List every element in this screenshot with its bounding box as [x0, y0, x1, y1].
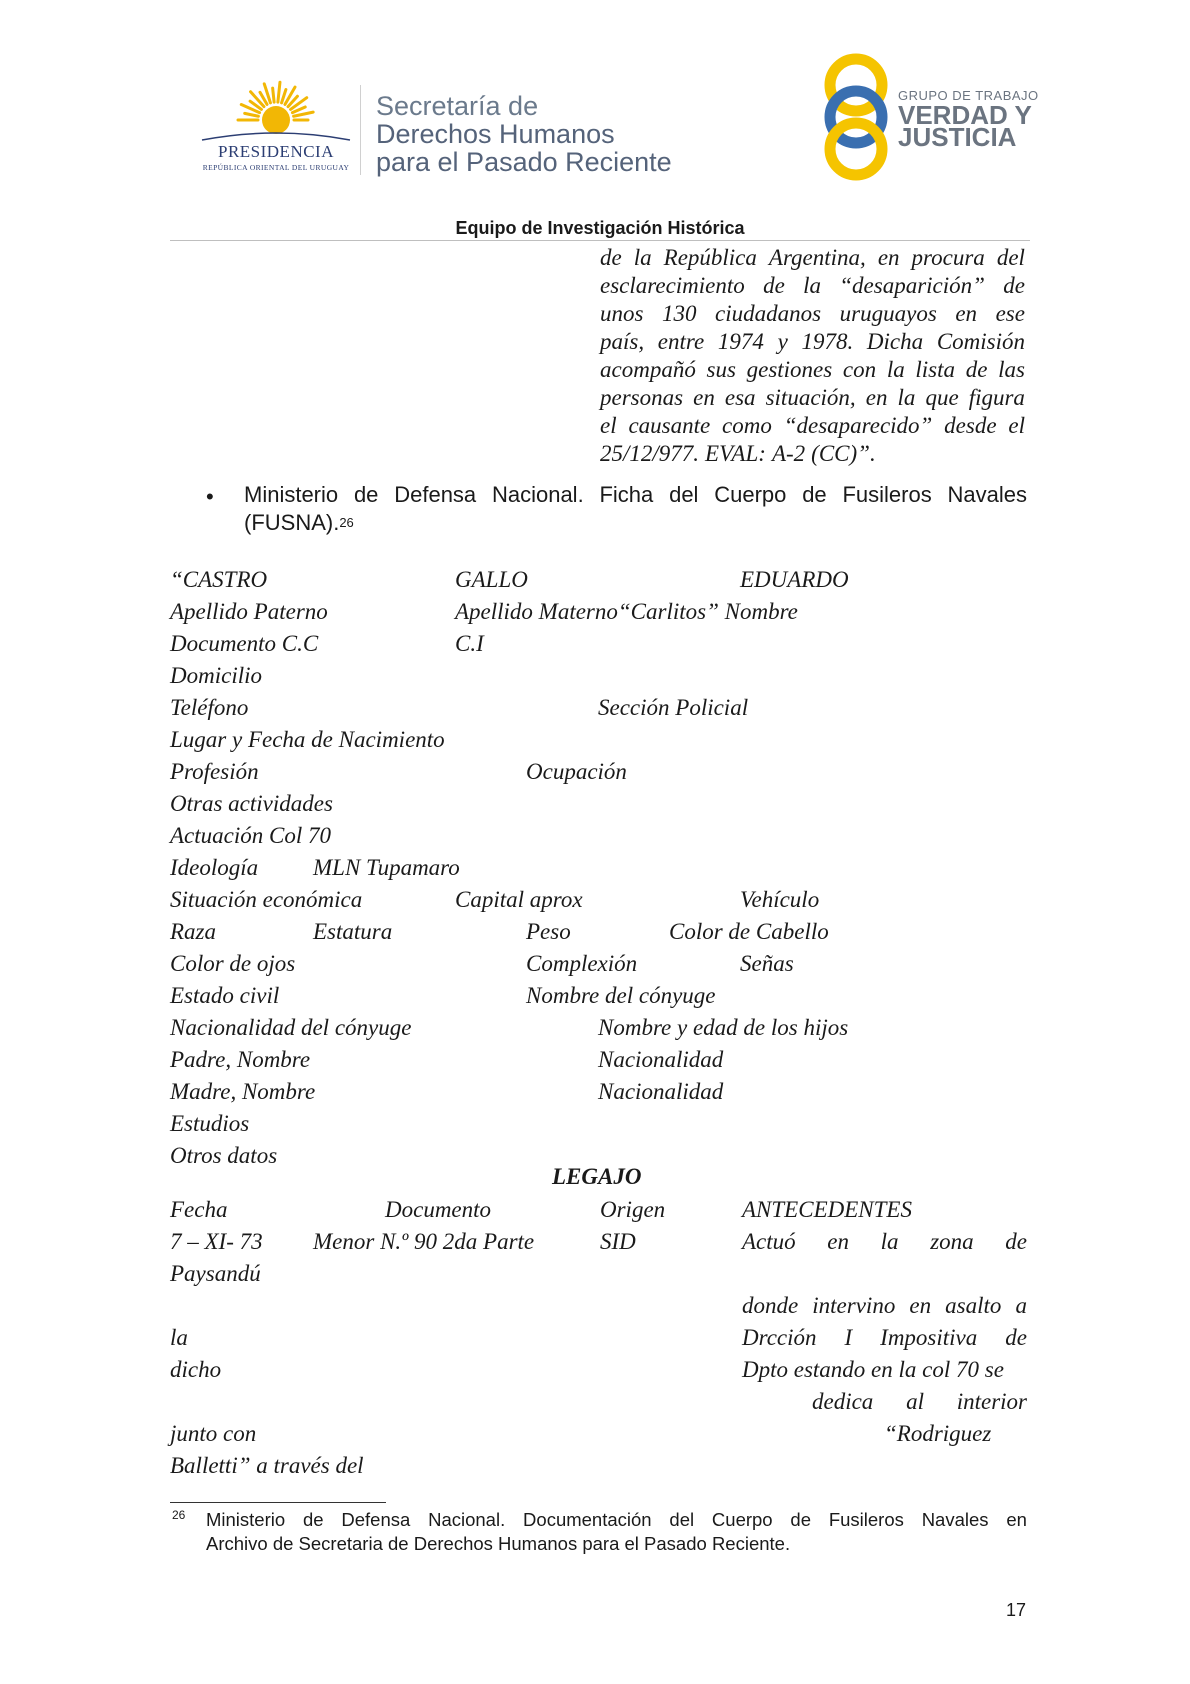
- footnote-line-2: Archivo de Secretaria de Derechos Humanos para el Pasado Reciente.: [206, 1533, 791, 1554]
- ficha-field: EDUARDO: [740, 567, 849, 592]
- quote-line: [600, 440, 1025, 468]
- page-number: 17: [1006, 1600, 1027, 1620]
- quote-word: en: [865, 385, 888, 410]
- grupo-trabajo-label: GRUPO DE TRABAJO: [898, 88, 1039, 103]
- ficha-field: Vehículo: [740, 887, 820, 912]
- quote-word: la: [803, 273, 821, 298]
- quote-word: gestiones: [746, 357, 833, 382]
- antecedentes-word: Actuó: [742, 1229, 796, 1254]
- ficha-field: Lugar y Fecha de Nacimiento: [170, 727, 445, 752]
- antecedentes-line-2: [742, 1292, 1027, 1320]
- antecedentes-word: Drcción: [742, 1325, 817, 1350]
- sun-ray: [245, 113, 259, 116]
- quote-word: la: [633, 245, 652, 270]
- sun-ray: [282, 90, 286, 103]
- bullet-word: Fusileros: [842, 482, 932, 507]
- quote-word: de: [600, 245, 622, 270]
- ficha-field: Complexión: [526, 951, 638, 976]
- antecedentes-word: de: [1005, 1229, 1027, 1254]
- bullet-word: Navales: [947, 482, 1027, 507]
- quote-word: procura: [911, 245, 985, 270]
- ficha-field: Otras actividades: [170, 791, 333, 816]
- ficha-field: Madre, Nombre: [170, 1079, 316, 1104]
- footnote-word: Nacional.: [428, 1509, 506, 1530]
- ficha-field: Raza: [170, 919, 216, 944]
- ficha-field: Otros datos: [170, 1143, 278, 1168]
- quote-word: que: [925, 385, 959, 410]
- legajo-left-1: Paysandú: [170, 1261, 261, 1286]
- antecedentes-word: en: [827, 1229, 850, 1254]
- ficha-field: Documento C.C: [170, 631, 319, 656]
- ficha-field: GALLO: [455, 567, 528, 592]
- quote-line: [600, 356, 1025, 384]
- ficha-field: Ideología: [170, 855, 259, 880]
- antecedentes-word: a: [1015, 1293, 1027, 1318]
- bullet-line-1: [244, 481, 1027, 509]
- quote-word: 1978.: [801, 329, 854, 354]
- ficha-field: Estatura: [313, 919, 393, 944]
- quote-word: y: [777, 329, 788, 354]
- footnote-word: Fusileros: [828, 1509, 904, 1530]
- quote-word: 25/12/977.: [600, 441, 700, 466]
- footnote-word: Navales: [921, 1509, 989, 1530]
- quote-line: [600, 412, 1025, 440]
- ficha-field: Capital aprox: [455, 887, 583, 912]
- quote-word: esclarecimiento: [600, 273, 745, 298]
- secretaria-line-1: Secretaría de: [376, 91, 539, 121]
- legajo-title: LEGAJO: [552, 1164, 642, 1189]
- antecedentes-word: en: [909, 1293, 932, 1318]
- quote-word: las: [998, 357, 1025, 382]
- ficha-field: Apellido Materno“Carlitos” Nombre: [455, 599, 798, 624]
- header-divider: [360, 85, 361, 175]
- antecedentes-word: asalto: [945, 1293, 1002, 1318]
- antecedentes-word: la: [880, 1229, 899, 1254]
- presidencia-wordmark: PRESIDENCIA: [217, 142, 334, 161]
- ficha-field: Nacionalidad del cónyuge: [170, 1015, 412, 1040]
- quote-word: de: [965, 357, 988, 382]
- antecedentes-word: intervino: [812, 1293, 896, 1318]
- legajo-header-documento: Documento: [385, 1197, 492, 1222]
- bullet-word: Ficha: [599, 482, 654, 507]
- ficha-field: Padre, Nombre: [170, 1047, 311, 1072]
- ficha-field: Color de Cabello: [669, 919, 829, 944]
- ficha-field: Apellido Paterno: [170, 599, 328, 624]
- antecedentes-word: zona: [930, 1229, 974, 1254]
- sun-ray: [278, 82, 280, 102]
- presidencia-subtitle: REPÚBLICA ORIENTAL DEL URUGUAY: [202, 163, 350, 172]
- legajo-left-4: junto con: [170, 1421, 257, 1446]
- footnote-ref: 26: [339, 515, 354, 530]
- quote-word: el: [1008, 413, 1025, 438]
- quote-word: lista: [915, 357, 956, 382]
- legajo-header-antecedentes: ANTECEDENTES: [742, 1197, 912, 1222]
- quote-word: unos: [600, 301, 644, 326]
- ficha-field: Profesión: [170, 759, 259, 784]
- quote-word: de: [763, 273, 785, 298]
- footnote-word: de: [790, 1509, 811, 1530]
- antecedentes-line-4: Dpto estando en la col 70 se: [742, 1357, 1004, 1382]
- ficha-field: Nacionalidad: [598, 1079, 724, 1104]
- legajo-documento: Menor N.º 90 2da Parte: [313, 1229, 535, 1254]
- quote-word: sus: [706, 357, 736, 382]
- ficha-field: Nombre del cónyuge: [526, 983, 716, 1008]
- quote-line: [600, 272, 1025, 300]
- justicia-label: JUSTICIA: [898, 122, 1017, 152]
- ficha-field: Señas: [740, 951, 794, 976]
- quote-line: [600, 244, 1025, 272]
- ficha-field: Actuación Col 70: [170, 823, 331, 848]
- ficha-field: C.I: [455, 631, 484, 656]
- quote-word: acompañó: [600, 357, 696, 382]
- quote-word: en: [877, 245, 900, 270]
- quote-word: 1974: [717, 329, 764, 354]
- ficha-field: Sección Policial: [598, 695, 749, 720]
- quote-word: con: [842, 357, 877, 382]
- team-heading: Equipo de Investigación Histórica: [455, 218, 745, 238]
- legajo-header-fecha: Fecha: [170, 1197, 228, 1222]
- ficha-field: Nacionalidad: [598, 1047, 724, 1072]
- antecedentes-line-3: [742, 1324, 1027, 1352]
- quote-word: entre: [657, 329, 705, 354]
- quote-word: Argentina,: [768, 245, 866, 270]
- ficha-field: Nombre y edad de los hijos: [598, 1015, 849, 1040]
- secretaria-line-2: Derechos Humanos: [376, 119, 615, 149]
- bullet-word: de: [353, 482, 379, 507]
- footnote-line-1: [206, 1508, 1027, 1532]
- quote-word: la: [897, 385, 916, 410]
- quote-word: desde: [944, 413, 997, 438]
- quote-word: personas: [600, 385, 684, 410]
- bullet-word: del: [669, 482, 699, 507]
- legajo-origen: SID: [600, 1229, 636, 1254]
- antecedentes-word: interior: [956, 1389, 1027, 1414]
- verdad-justicia-rings-logo: [820, 52, 892, 182]
- quote-word: 130: [662, 301, 697, 326]
- quote-word: “desaparecido”: [783, 413, 933, 438]
- quote-word: uruguayos: [839, 301, 937, 326]
- quote-word: causante: [628, 413, 711, 438]
- bullet-line-2: [244, 509, 1027, 537]
- footnote-word: Ministerio: [206, 1509, 286, 1530]
- antecedentes-line-1: [742, 1228, 1027, 1256]
- quote-line: [600, 328, 1025, 356]
- quote-word: situación,: [765, 385, 856, 410]
- legajo-header-origen: Origen: [600, 1197, 666, 1222]
- footnote-word: de: [302, 1509, 324, 1530]
- quote-word: República: [663, 245, 757, 270]
- quote-word: esa: [724, 385, 756, 410]
- bullet-word: Nacional.: [491, 482, 584, 507]
- legajo-left-5: Balletti” a través del: [170, 1453, 364, 1478]
- sun-ray: [273, 88, 274, 102]
- bullet-text-2: (FUSNA).: [244, 510, 340, 535]
- legajo-left-3: dicho: [170, 1357, 222, 1382]
- antecedentes-word: I: [844, 1325, 853, 1350]
- quote-word: de: [1003, 273, 1025, 298]
- antecedentes-word: Impositiva: [880, 1325, 978, 1350]
- antecedentes-word: donde: [742, 1293, 799, 1318]
- ficha-field: “CASTRO: [170, 567, 268, 592]
- bullet-word: Defensa: [394, 482, 477, 507]
- ficha-field: Teléfono: [170, 695, 249, 720]
- quote-word: en: [955, 301, 978, 326]
- antecedentes-line-5: [812, 1388, 1027, 1416]
- footnote-word: en: [1006, 1509, 1027, 1530]
- quote-line: [600, 300, 1025, 328]
- quote-word: en: [693, 385, 715, 410]
- ficha-field: Situación económica: [170, 887, 363, 912]
- legajo-left-2: la: [170, 1325, 188, 1350]
- antecedentes-word: dedica: [812, 1389, 874, 1414]
- bullet-marker: •: [206, 484, 214, 509]
- bullet-word: Ministerio: [244, 482, 339, 507]
- footnote-word: Cuerpo: [711, 1509, 773, 1530]
- legajo-fecha: 7 – XI- 73: [170, 1229, 263, 1254]
- bullet-word: de: [802, 482, 827, 507]
- footnote-word: Defensa: [341, 1509, 411, 1530]
- ficha-field: Ocupación: [526, 759, 627, 784]
- quote-word: como: [722, 413, 772, 438]
- ficha-field: Estudios: [170, 1111, 250, 1136]
- footnote-word: Documentación: [523, 1509, 652, 1530]
- footnote-rule: [170, 1502, 386, 1503]
- quote-word: figura: [968, 385, 1025, 410]
- sun-ray: [294, 112, 314, 116]
- antecedentes-line-6: “Rodriguez: [884, 1421, 992, 1446]
- quote-word: país,: [600, 329, 645, 354]
- quote-word: ciudadanos: [715, 301, 822, 326]
- quote-word: EVAL:: [705, 441, 766, 466]
- verdad-label: VERDAD Y: [898, 100, 1032, 130]
- ficha-field: Peso: [526, 919, 571, 944]
- quote-line: [600, 384, 1025, 412]
- secretaria-line-3: para el Pasado Reciente: [376, 147, 672, 177]
- quote-word: Comisión: [936, 329, 1025, 354]
- quote-word: del: [996, 245, 1025, 270]
- ficha-field: Estado civil: [170, 983, 280, 1008]
- ficha-field: MLN Tupamaro: [313, 855, 460, 880]
- quote-word: A-2: [771, 441, 806, 466]
- ficha-field: Domicilio: [170, 663, 262, 688]
- header-rule: [170, 240, 1030, 241]
- quote-word: la: [886, 357, 905, 382]
- antecedentes-word: al: [906, 1389, 924, 1414]
- footnote-mark: 26: [172, 1508, 186, 1522]
- footnote-word: del: [669, 1509, 695, 1530]
- quote-word: Dicha: [866, 329, 924, 354]
- quote-word: el: [600, 413, 617, 438]
- quote-word: ese: [995, 301, 1025, 326]
- bullet-word: Cuerpo: [714, 482, 787, 507]
- ficha-field: Color de ojos: [170, 951, 296, 976]
- antecedentes-word: de: [1005, 1325, 1027, 1350]
- quote-word: “desaparición”: [839, 273, 985, 298]
- quote-word: (CC)”.: [811, 441, 876, 466]
